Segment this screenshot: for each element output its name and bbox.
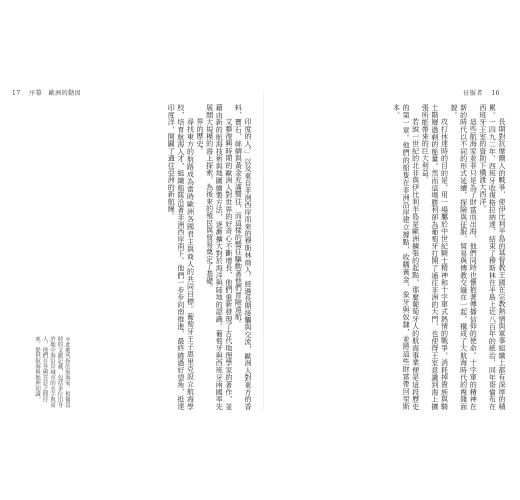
right-page-body [276, 104, 506, 410]
paragraph: 界的歷史。 [196, 118, 205, 154]
right-page-number: 16 [491, 90, 500, 97]
right-page [266, 82, 516, 418]
right-page-header [463, 88, 506, 97]
gutter [263, 90, 264, 410]
paragraph: 這些航海家並非只是為了財富而出海，他們同時也懷抱著傳播信仰的使命。十字軍的精神在新的時代以不同的形式延續，探險與征服、貿易與傳教交織在一起，構成了大航海時代的複雜面貌。 [450, 104, 478, 410]
left-page [4, 82, 262, 418]
footnote: ＊此處所指的航海家，根據當時的文獻記載，包括多位出身於地中海沿岸城市的水手與商人，他們在各國宮廷之間往來，提供航海與地理知識。 [34, 336, 70, 408]
paragraph: 攻打休達時的目的是，用一場屬於中世紀騎士精神和十字軍式熱情的戰爭，消耗掉貴族與騎士階層過剩的能量。然而這場勝利卻為葡萄牙打開了通往非洲的大門，也使得王室意識到海上擴張所能帶來的巨大利益。 [421, 104, 449, 410]
book-spread [4, 82, 516, 418]
paragraph: 文藝復興時期的歐洲人對世界的好奇心不斷增長，他們重新發現了古代地理學家的著作，並藉由新的航海技術與地圖繪製方法，逐漸擴大對於海洋與陸地的認識。葡萄牙與西班牙兩國率先展開大規模的海上探索，為後來的殖民與貿易奠定了基礎。 [205, 104, 233, 410]
paragraph: 長期對抗摩爾人的戰爭，使伊比利半島的基督教王國在宗教熱情與軍事組織上都有深厚的積累。一四九二年，西班牙收復格拉納達，結束了穆斯林在半島上近八百年的統治，同年哥倫布在西班牙王室的資助下橫渡大西洋。 [478, 104, 506, 410]
left-section-title: 序幕 歐洲的動因 [29, 90, 82, 97]
right-section-title: 征服者 [463, 90, 483, 97]
paragraph: 印度的人。」以及東自非洲西岸而來的穆斯林商人。經過長期接觸與交流，歐洲人對東方的香料、寶石、絲綢與黃金充滿嚮往，而這樣的嚮往驅動著他們冒險遠航。 [234, 104, 252, 410]
left-page-number: 17 [12, 90, 21, 97]
left-page-header [12, 88, 87, 97]
paragraph: 尋找東方的航路成為當時歐洲各國君主與商人的共同目標。葡萄牙王子恩里克設立航海學校，培育航海人才，組織船隊沿著非洲西岸南下。他們一步步向南推進，最終繞過好望角，抵達印度洋，開闢了通往亞洲的新航線。 [167, 104, 195, 410]
paragraph: 若說一世紀的北非與伊比利半島是歐洲擴張的起點，那麼葡萄牙人的航海事業便是這段歷史的第一章。他們的船隻在非洲沿岸建立據點，收購黃金、象牙與奴隸，並將這些財富帶回里斯本。 [392, 104, 420, 410]
